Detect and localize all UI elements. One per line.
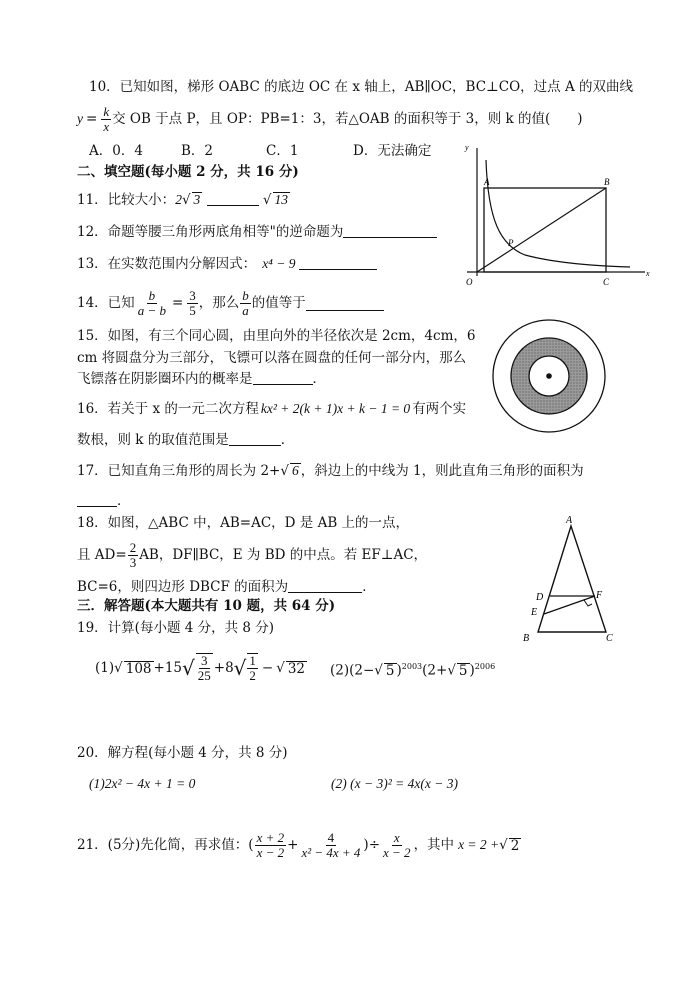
q11-coef: 2 bbox=[175, 192, 182, 207]
q10-frac-num: k bbox=[103, 103, 110, 119]
q13-text: 13．在实数范围内分解因式： bbox=[77, 256, 257, 272]
q21-frac-1: $\frac{x + 2}{x - 2}$ bbox=[256, 829, 285, 860]
q12-text: 12．命题等腰三角形两底角相等"的逆命题为 bbox=[77, 224, 344, 240]
q10-eq: = bbox=[86, 111, 98, 127]
fig1-label-a: A bbox=[484, 177, 490, 187]
triangle-abc bbox=[538, 526, 606, 632]
q10-choice-a: A．0．4 bbox=[89, 143, 143, 159]
q17-line2: ． bbox=[77, 492, 131, 510]
q19-frac-1: $\frac{3}{25}$ bbox=[197, 653, 211, 683]
q14-mid: ，那么 bbox=[198, 295, 240, 311]
figure-trapezoid-hyperbola bbox=[455, 140, 655, 292]
fig1-label-o: O bbox=[466, 277, 473, 287]
fig3-label-c: C bbox=[606, 633, 613, 644]
q10-line2-rest: 交 OB 于点 P，且 OP：PB=1：3，若△OAB 的面积等于 3，则 k 的值( ) bbox=[112, 111, 583, 127]
figure-triangle-abc bbox=[516, 514, 624, 644]
q21-frac-3: $\frac{x}{x - 2}$ bbox=[383, 829, 411, 860]
q15-line3: 飞镖落在阴影圈环内的概率是 ． bbox=[77, 371, 326, 387]
figure-concentric-circles bbox=[489, 316, 609, 436]
q18-line1: 18．如图，△ABC 中，AB=AC，D 是 AB 上的一点， bbox=[77, 515, 410, 531]
q19-frac-2: $\frac{1}{2}$ bbox=[249, 653, 256, 683]
q12 bbox=[77, 223, 437, 241]
segment-ob bbox=[477, 188, 606, 272]
fig3-label-a: A bbox=[566, 515, 573, 526]
right-angle-mark bbox=[584, 600, 592, 606]
q15-line1: 15．如图，有三个同心圆，由里向外的半径依次是 2cm，4cm，6 bbox=[77, 328, 476, 344]
q10-fraction bbox=[101, 105, 111, 134]
q19-title: 19．计算(每小题 4 分，共 8 分) bbox=[77, 620, 275, 636]
q10-line1: 10．已知如图，梯形 OABC 的底边 OC 在 x 轴上，AB∥OC，BC⊥CO，过点 A 的双曲线 bbox=[89, 79, 633, 95]
q15-line2: cm 将圆盘分为三部分，飞镖可以落在圆盘的任何一部分内，那么 bbox=[77, 350, 467, 366]
q10-choice-d: D．无法确定 bbox=[353, 143, 432, 159]
fig1-label-c: C bbox=[603, 277, 610, 287]
q11: 11．比较大小：2√ 3 √ 13 bbox=[77, 192, 288, 208]
q21: 21．(5分)先化简，再求值：( $\frac{x + 2}{x - 2}$ + $\frac{4}{\text{x² − 4x + 4}}$ )÷ $\frac{x}{x - 2}$ ，其中 x = 2 + √ 2 bbox=[77, 829, 520, 860]
section3-heading: 三．解答题(本大题共有 10 题，共 64 分) bbox=[77, 598, 336, 614]
q10-y: y bbox=[77, 111, 83, 126]
q14-post: 的值等于 bbox=[251, 295, 306, 311]
q14-frac-3: $\frac{b}{a}$ bbox=[242, 287, 249, 318]
q16-line1: 16．若关于 x 的一元二次方程 kx² + 2(k + 1)x + k − 1 = 0 有两个实 bbox=[77, 401, 467, 417]
q19-part2: (2)(2−√ 5 )$^{2003}$(2+√ 5 )$^{2006}$ bbox=[330, 662, 496, 679]
q20-part2: (2) (x − 3)² = 4x(x − 3) bbox=[331, 776, 458, 791]
q14: 14．已知 $\frac{b}{a - b}$ = $\frac{3}{5}$ ，那么 $\frac{b}{a}$ 的值等于 bbox=[77, 283, 384, 323]
q14-pre: 14．已知 bbox=[77, 295, 135, 311]
q16-line2: 数根，则 k 的取值范围是 ． bbox=[77, 432, 295, 448]
section2-heading: 二、填空题(每小题 2 分，共 16 分) bbox=[77, 164, 299, 180]
q18-line2: 且 AD= $\frac{2}{3}$ AB，DF∥BC，E 为 BD 的中点。若 EF⊥AC， bbox=[77, 539, 428, 570]
q20-part1: (1)2x² − 4x + 1 = 0 bbox=[89, 776, 196, 791]
fig3-label-f: F bbox=[596, 590, 603, 601]
q10-choice-c: C．1 bbox=[266, 143, 299, 159]
fig1-label-y: y bbox=[465, 143, 469, 152]
q21-frac-2: $\frac{4}{\text{x² − 4x + 4}}$ bbox=[301, 829, 361, 860]
q11-radicand-1: 3 bbox=[193, 192, 201, 207]
fig3-label-b: B bbox=[523, 633, 530, 644]
q10-choices bbox=[89, 142, 431, 160]
fig3-label-e: E bbox=[531, 607, 538, 618]
q14-frac-1: $\frac{b}{a - b}$ bbox=[137, 287, 166, 318]
q18-fraction: $\frac{2}{3}$ bbox=[129, 539, 137, 570]
q11-radicand-2: 13 bbox=[274, 192, 288, 207]
center-dot bbox=[546, 373, 552, 379]
q18-line3: BC=6，则四边形 DBCF 的面积为 ． bbox=[77, 579, 376, 595]
q17-line1: 17．已知直角三角形的周长为 2+√ 6 ，斜边上的中线为 1，则此直角三角形的面积为 bbox=[77, 463, 584, 479]
q14-frac-2: $\frac{3}{5}$ bbox=[189, 287, 196, 318]
q13-expr: x⁴ − 9 bbox=[262, 256, 296, 271]
fig1-label-b: B bbox=[604, 177, 610, 187]
q20-title: 20．解方程(每小题 4 分，共 8 分) bbox=[77, 745, 288, 761]
fig1-label-x: x bbox=[646, 269, 650, 278]
q16-expr: kx² + 2(k + 1)x + k − 1 = 0 bbox=[260, 401, 411, 416]
q10-choice-b: B．2 bbox=[181, 143, 214, 159]
fig1-label-p: P bbox=[508, 238, 514, 248]
q10-frac-den: x bbox=[103, 118, 110, 134]
q11-text: 11．比较大小： bbox=[77, 192, 176, 208]
q10-line2 bbox=[77, 100, 583, 138]
fig3-label-d: D bbox=[536, 592, 544, 603]
q19-part1: (1) √ 108 +15 √ $\frac{3}{25}$ +8 √ $\frac{1}{2}$ − √ 32 bbox=[95, 653, 306, 683]
q13 bbox=[77, 255, 377, 273]
